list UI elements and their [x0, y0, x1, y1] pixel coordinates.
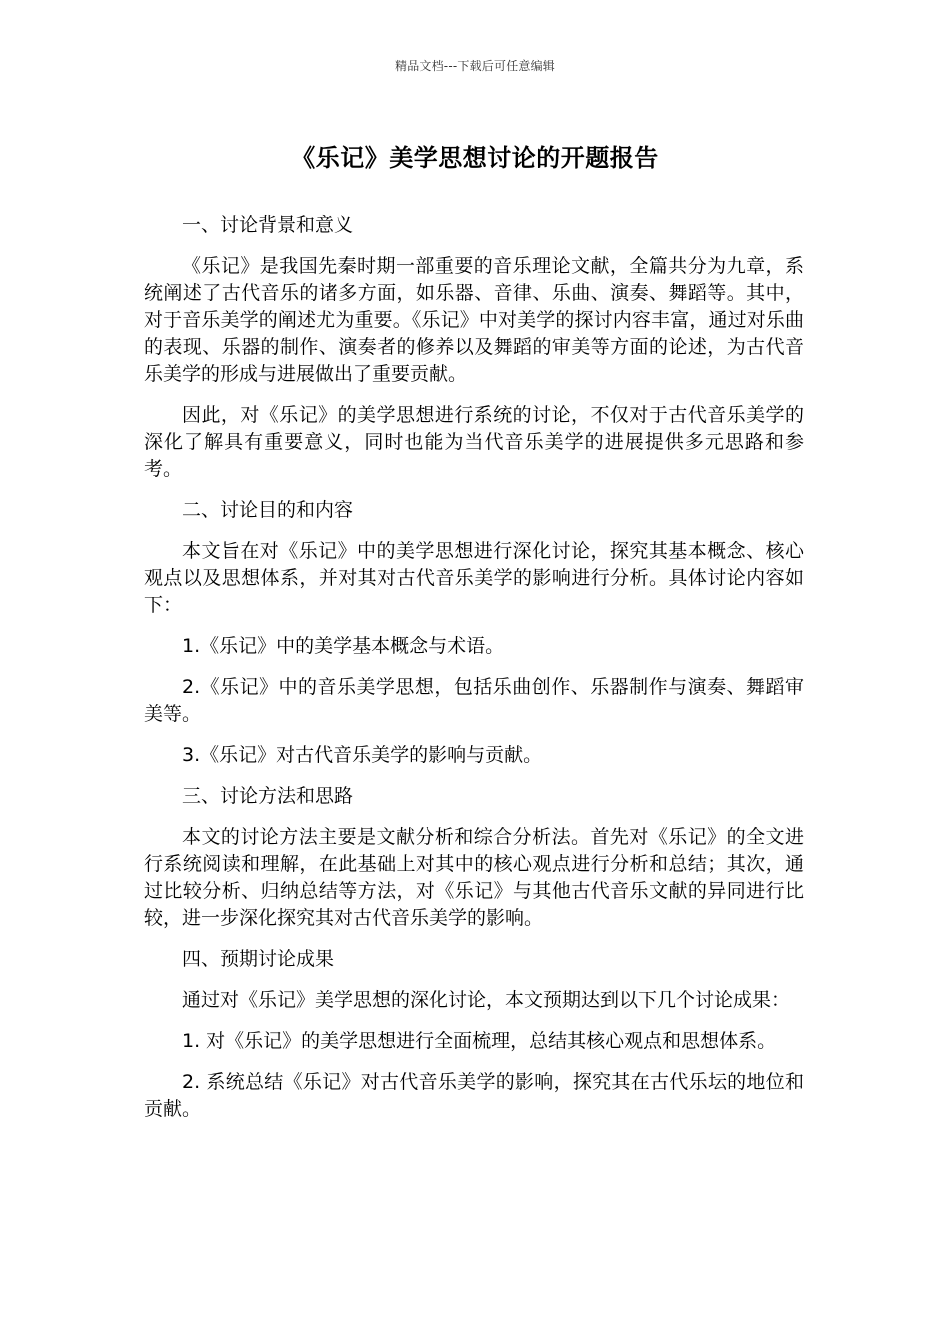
document-title: 《乐记》美学思想讨论的开题报告 — [291, 144, 659, 172]
paragraph-purpose: 本文旨在对《乐记》中的美学思想进行深化讨论，探究其基本概念、核心观点以及思想体系，并对其对古代音乐美学的影响进行分析。具体讨论内容如下： — [144, 540, 804, 616]
document-body — [144, 212, 804, 1137]
section-heading-purpose: 二、讨论目的和内容 — [182, 499, 354, 521]
paragraph-background-1: 《乐记》是我国先秦时期一部重要的音乐理论文献，全篇共分为九章，系统阐述了古代音乐的诸多方面，如乐器、音律、乐曲、演奏、舞蹈等。其中，对于音乐美学的阐述尤为重要。《乐记》中对美学的探讨内容丰富，通过对乐曲的表现、乐器的制作、演奏者的修养以及舞蹈的审美等方面的论述，为古代音乐美学的形成与进展做出了重要贡献。 — [144, 255, 804, 385]
list-item-results-2: 2. 系统总结《乐记》对古代音乐美学的影响，探究其在古代乐坛的地位和贡献。 — [144, 1071, 804, 1120]
list-item-results-1: 1. 对《乐记》的美学思想进行全面梳理，总结其核心观点和思想体系。 — [182, 1030, 777, 1052]
paragraph-results: 通过对《乐记》美学思想的深化讨论，本文预期达到以下几个讨论成果： — [182, 989, 791, 1011]
list-item-purpose-3: 3.《乐记》对古代音乐美学的影响与贡献。 — [182, 744, 543, 766]
list-item-purpose-2: 2.《乐记》中的音乐美学思想，包括乐曲创作、乐器制作与演奏、舞蹈审美等。 — [144, 676, 804, 725]
paragraph-method: 本文的讨论方法主要是文献分析和综合分析法。首先对《乐记》的全文进行系统阅读和理解，在此基础上对其中的核心观点进行分析和总结；其次，通过比较分析、归纳总结等方法，对《乐记》与其他古代音乐文献的异同进行比较，进一步深化探究其对古代音乐美学的影响。 — [144, 826, 804, 929]
header-note: 精品文档---下载后可任意编辑 — [395, 59, 555, 73]
section-heading-results: 四、预期讨论成果 — [182, 948, 335, 970]
list-item-purpose-1: 1.《乐记》中的美学基本概念与术语。 — [182, 635, 505, 657]
paragraph-background-2: 因此，对《乐记》的美学思想进行系统的讨论，不仅对于古代音乐美学的深化了解具有重要意义，同时也能为当代音乐美学的进展提供多元思路和参考。 — [144, 404, 804, 480]
section-heading-method: 三、讨论方法和思路 — [182, 785, 354, 807]
section-heading-background: 一、讨论背景和意义 — [182, 214, 354, 236]
